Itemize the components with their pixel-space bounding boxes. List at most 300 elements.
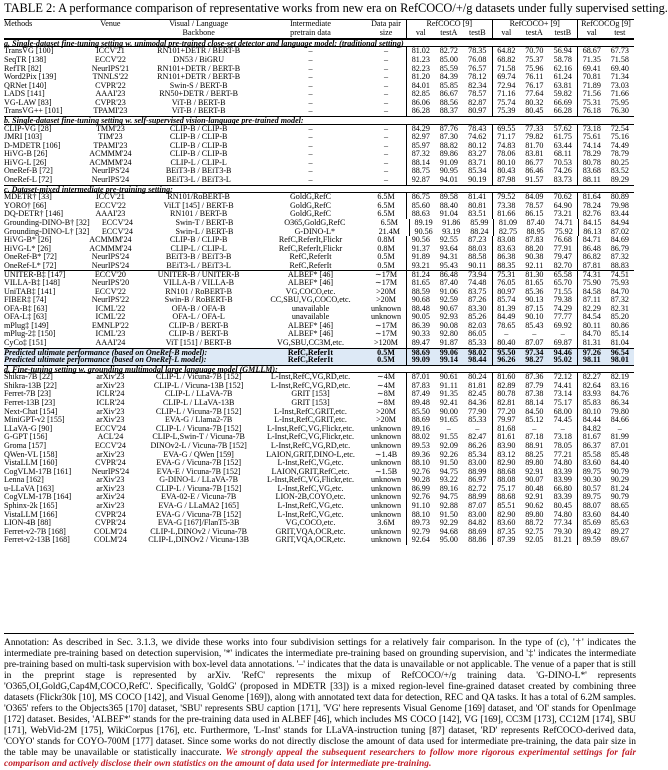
table-cell: 80.43 bbox=[492, 167, 521, 176]
table-cell: 74.45 bbox=[553, 415, 572, 425]
table-cell: ECCV'24 bbox=[94, 440, 126, 450]
table-cell: 71.58 bbox=[492, 65, 521, 74]
table-cell: 88.40 bbox=[439, 200, 458, 210]
table-cell: 85.74 bbox=[492, 296, 521, 305]
table-cell: 75.39 bbox=[492, 107, 521, 116]
table-cell: 90.56 bbox=[406, 236, 435, 245]
table-cell: 77.33 bbox=[525, 123, 544, 133]
table-cell: 81.04 bbox=[610, 338, 629, 348]
table-cell: NeurIPS'24 bbox=[91, 175, 130, 185]
table-cell: RefC,ReferIt bbox=[289, 260, 332, 270]
table-cell: Word2Pix [139] bbox=[4, 72, 57, 82]
header-refcocog: RefCOCOg [9] bbox=[577, 20, 634, 29]
table-cell: 82.76 bbox=[577, 210, 606, 219]
table-cell: 82.90 bbox=[492, 459, 521, 468]
table-cell: 78.57 bbox=[468, 89, 487, 99]
table-cell: 91.50 bbox=[439, 509, 458, 519]
table-cell: 85.14 bbox=[610, 329, 629, 339]
table-cell: 71.55 bbox=[553, 286, 572, 296]
table-cell: 82.97 bbox=[406, 133, 435, 142]
table-cell: 92.93 bbox=[439, 312, 458, 322]
table-cell: 82.85 bbox=[406, 90, 435, 99]
table-cell: L-Inst,RefC,GRIT,etc. bbox=[274, 415, 347, 425]
table-cell: 90.33 bbox=[406, 330, 435, 339]
table-cell: 85.59 bbox=[439, 63, 458, 73]
table-cell: L-Inst,RefC,VG,Flickr,etc. bbox=[266, 475, 355, 485]
table-cell: unknown bbox=[370, 526, 402, 536]
table-cell: 95.00 bbox=[439, 535, 458, 545]
table-cell: 71.56 bbox=[577, 90, 606, 99]
table-annotation bbox=[4, 638, 637, 769]
table-cell: 84.09 bbox=[525, 192, 544, 202]
table-cell: 0.8M bbox=[377, 235, 395, 245]
table-cell: ViT-B / BERT-B bbox=[171, 97, 226, 107]
table-cell: 74.14 bbox=[577, 142, 606, 151]
table-cell: 82.03 bbox=[468, 320, 487, 330]
table-cell: – bbox=[308, 72, 313, 82]
table-cell: G-DINO-L* bbox=[294, 226, 336, 236]
table-cell: 78.43 bbox=[468, 123, 487, 133]
table-cell: 92.09 bbox=[439, 440, 458, 450]
table-cell: 92.91 bbox=[525, 466, 544, 476]
table-cell: 88.83 bbox=[610, 260, 629, 270]
table-cell: 74.29 bbox=[553, 303, 572, 313]
table-cell: TIM'23 bbox=[98, 132, 123, 142]
table-cell: 80.97 bbox=[492, 288, 521, 297]
table-cell: 82.87 bbox=[468, 97, 487, 107]
table-cell: 82.27 bbox=[577, 373, 606, 382]
table-cell: VG,COCO,etc. bbox=[285, 518, 336, 528]
table-cell: arXiv'23 bbox=[96, 475, 125, 485]
table-cell: 89.86 bbox=[439, 149, 458, 159]
table-cell: 80.25 bbox=[610, 157, 629, 167]
predicted-cell: 99.14 bbox=[439, 355, 458, 365]
table-cell: TransVG++ [101] bbox=[4, 106, 63, 116]
table-cell: 57.62 bbox=[553, 123, 572, 133]
table-cell: LADS [141] bbox=[4, 89, 45, 99]
table-cell: 90.19 bbox=[468, 175, 487, 185]
table-cell: 89.19 bbox=[409, 219, 437, 228]
table-cell: 90.62 bbox=[525, 501, 544, 510]
predicted-cell: 0.5M bbox=[377, 347, 395, 357]
table-cell: 88.63 bbox=[406, 210, 435, 219]
table-cell: 87.15 bbox=[525, 303, 544, 313]
header-refcocog-test: test bbox=[614, 28, 626, 38]
table-cell: 84.69 bbox=[610, 235, 629, 245]
table-cell: 87.26 bbox=[468, 295, 487, 305]
table-cell: 83.39 bbox=[553, 466, 572, 476]
table-cell: D-MDETR [106] bbox=[4, 140, 61, 150]
table-cell: 90.08 bbox=[439, 320, 458, 330]
table-cell: 86.82 bbox=[577, 253, 606, 262]
table-cell: 72.12 bbox=[553, 372, 572, 382]
predicted-cell: 95.02 bbox=[553, 355, 572, 365]
table-cell: 87.81 bbox=[577, 262, 606, 271]
table-cell: 79.97 bbox=[492, 416, 521, 425]
table-cell: – bbox=[383, 149, 389, 159]
table-cell: EVA-E / Vicuna-7B [152] bbox=[156, 466, 241, 476]
table-cell: 92.41 bbox=[439, 398, 458, 408]
table-cell: ECCV'22 bbox=[94, 54, 126, 64]
table-cell: VG,COCO,etc. bbox=[285, 286, 336, 296]
table-cell: ECCV'22 bbox=[94, 286, 126, 296]
predicted-label: Predicted ultimate performance (based on OneRef-B model): bbox=[4, 347, 208, 357]
table-cell: 88.59 bbox=[406, 288, 435, 297]
table-cell: 87.39 bbox=[492, 536, 521, 545]
table-cell: Next-Chat [154] bbox=[4, 406, 58, 416]
table-cell: 88.69 bbox=[406, 416, 435, 425]
table-cell: 81.60 bbox=[492, 373, 521, 382]
table-cell: Grounding-DINO-L† [32] bbox=[4, 226, 90, 236]
table-cell: 71.16 bbox=[492, 90, 521, 99]
table-cell: 85.33 bbox=[468, 338, 487, 348]
table-cell: 85.26 bbox=[468, 312, 487, 322]
table-cell: 90.56 bbox=[409, 228, 437, 237]
table-cell: CVPR'24 bbox=[95, 518, 126, 528]
table-cell: RN101+DETR / BERT-B bbox=[157, 72, 241, 82]
header-refcoco-testb: testB bbox=[468, 28, 486, 38]
predicted-cell: 99.09 bbox=[406, 356, 435, 365]
table-cell: 88.56 bbox=[439, 97, 458, 107]
predicted-cell: 96.26 bbox=[492, 356, 521, 365]
table-caption: TABLE 2: A performance comparison of representative works from new era on RefCOCO/+/g datasets under fully supervised setting. bbox=[4, 1, 668, 15]
table-cell: CLIP-L / Vicuna-7B [152] bbox=[155, 483, 242, 493]
table-cell: 78.65 bbox=[492, 322, 521, 331]
table-cell: 76.08 bbox=[468, 54, 487, 64]
table-cell: 87.07 bbox=[468, 501, 487, 510]
table-cell: FIBER‡ [74] bbox=[4, 295, 47, 305]
table-cell: TPAMI'23 bbox=[93, 106, 128, 116]
table-cell: 64.90 bbox=[553, 200, 572, 210]
table-cell: L-Inst,RefC,GRIT,etc. bbox=[274, 406, 347, 416]
table-cell: 84.82 bbox=[468, 518, 487, 528]
table-cell: L-Inst,RefC,VG,etc. bbox=[277, 501, 344, 510]
table-cell: 88.69 bbox=[468, 526, 487, 536]
table-cell: 82.90 bbox=[492, 511, 521, 520]
table-cell: 89.58 bbox=[439, 192, 458, 202]
table-cell: 90.95 bbox=[439, 166, 458, 176]
table-cell: 77.20 bbox=[492, 408, 521, 417]
table-cell: 80.45 bbox=[525, 106, 544, 116]
table-cell: 79.30 bbox=[553, 526, 572, 536]
table-cell: arXiv'23 bbox=[96, 501, 125, 510]
table-cell: OneRef-L [72] bbox=[4, 175, 53, 185]
table-cell: 83.27 bbox=[468, 149, 487, 159]
header-refcocop-testb: testB bbox=[554, 28, 572, 38]
table-cell: 90.68 bbox=[406, 296, 435, 305]
table-cell: CLIP-L / LLaVA-13B bbox=[162, 398, 235, 408]
table-cell: 85.34 bbox=[468, 166, 487, 176]
table-cell: 84.66 bbox=[610, 415, 629, 425]
table-cell: 89.80 bbox=[525, 509, 544, 519]
table-cell: 84.54 bbox=[577, 313, 606, 322]
table-cell: 91.87 bbox=[439, 338, 458, 348]
header-backbone-line1: Visual / Language bbox=[169, 19, 229, 28]
table-cell: 76.17 bbox=[525, 80, 544, 90]
table-cell: 83.16 bbox=[610, 380, 629, 390]
table-cell: 85.83 bbox=[577, 399, 606, 408]
header-size-line2: size bbox=[379, 28, 393, 38]
table-cell: 70.70 bbox=[525, 46, 544, 56]
table-cell: unknown bbox=[370, 423, 402, 433]
table-cell: 94.75 bbox=[439, 466, 458, 476]
table-cell: 89.59 bbox=[577, 536, 606, 545]
table-cell: – bbox=[308, 166, 313, 176]
table-cell: 83.71 bbox=[468, 157, 487, 167]
table-cell: 91.57 bbox=[525, 175, 544, 185]
table-cell: 74.80 bbox=[553, 458, 572, 468]
table-cell: RefC,ReferIt bbox=[289, 252, 332, 262]
table-cell: 88.68 bbox=[492, 493, 521, 502]
table-cell: 76.05 bbox=[492, 279, 521, 288]
table-cell: 85.36 bbox=[525, 286, 544, 296]
table-cell: TMM'23 bbox=[95, 123, 125, 133]
table-cell: 78.06 bbox=[492, 150, 521, 159]
table-cell: 92.88 bbox=[439, 501, 458, 510]
table-cell: Ferret-v2-13B [168] bbox=[4, 535, 70, 545]
table-cell: 89.42 bbox=[577, 528, 606, 537]
table-cell: 74.48 bbox=[468, 277, 487, 287]
table-cell: 71.89 bbox=[577, 82, 606, 91]
table-cell: 62.16 bbox=[553, 63, 572, 73]
table-cell: 75.37 bbox=[525, 54, 544, 64]
table-cell: 68.11 bbox=[553, 149, 572, 159]
table-cell: 71.35 bbox=[577, 56, 606, 65]
table-cell: ∼17M bbox=[374, 329, 398, 339]
table-cell: 66.80 bbox=[553, 483, 572, 493]
table-cell: 74.83 bbox=[492, 142, 521, 151]
table-cell: UNITER-B / UNITER-B bbox=[157, 270, 240, 280]
table-cell: 75.90 bbox=[577, 279, 606, 288]
table-cell: 87.23 bbox=[468, 235, 487, 245]
table-cell: 82.29 bbox=[577, 305, 606, 314]
table-cell: ∼1.5B bbox=[374, 466, 398, 476]
table-cell: ∼17M bbox=[374, 270, 398, 280]
table-cell: LAION,GRIT,DINO-L,etc. bbox=[266, 449, 355, 459]
table-cell: 87.76 bbox=[439, 123, 458, 133]
table-cell: RN101+DETR / BERT-B bbox=[157, 46, 241, 56]
table-cell: 86.37 bbox=[577, 442, 606, 451]
table-cell: 91.04 bbox=[439, 209, 458, 219]
table-cell: 85.33 bbox=[468, 415, 487, 425]
table-cell: RefC,ReferIt,Flickr bbox=[278, 243, 343, 253]
table-cell: 79.80 bbox=[610, 406, 629, 416]
table-cell: UniTAB‡ [141] bbox=[4, 286, 56, 296]
table-cell: 84.58 bbox=[577, 288, 606, 297]
table-cell: 91.89 bbox=[406, 253, 435, 262]
table-cell: 83.12 bbox=[492, 451, 521, 460]
table-cell: 83.73 bbox=[553, 175, 572, 185]
table-cell: 81.99 bbox=[610, 432, 629, 442]
table-cell: 82.19 bbox=[610, 372, 629, 382]
table-cell: ACMMM'24 bbox=[89, 157, 132, 167]
table-cell: 84.29 bbox=[406, 125, 435, 134]
table-cell: 75.93 bbox=[610, 277, 629, 287]
table-cell: 89.53 bbox=[406, 442, 435, 451]
table-cell: 66.69 bbox=[553, 97, 572, 107]
table-cell: VistaLLM [160] bbox=[4, 458, 58, 468]
table-cell: 82.31 bbox=[610, 303, 629, 313]
table-cell: QRNet [140] bbox=[4, 80, 47, 90]
table-cell: 89.29 bbox=[610, 175, 629, 185]
table-cell: 92.87 bbox=[406, 176, 435, 185]
table-cell: unknown bbox=[370, 501, 402, 510]
table-cell: 80.45 bbox=[553, 501, 572, 510]
table-cell: 21.4M bbox=[378, 226, 400, 236]
table-cell: 88.58 bbox=[468, 252, 487, 262]
table-cell: 89.36 bbox=[406, 451, 435, 460]
table-cell: 73.18 bbox=[553, 432, 572, 442]
table-cell: 77.90 bbox=[468, 406, 487, 416]
table-cell: 87.01 bbox=[610, 440, 629, 450]
table-cell: ICCV'21 bbox=[95, 192, 125, 202]
table-cell: – bbox=[383, 89, 389, 99]
table-cell: JMRI [103] bbox=[4, 132, 42, 142]
table-cell: 88.91 bbox=[525, 440, 544, 450]
table-cell: Lenna [162] bbox=[4, 475, 44, 485]
table-cell: – bbox=[560, 423, 565, 433]
table-cell: CLIP-L / Vicuna-7B [152] bbox=[155, 372, 242, 382]
table-cell: 92.64 bbox=[406, 536, 435, 545]
table-cell: LAION,GRIT,RefC,etc. bbox=[271, 466, 350, 476]
table-cell: 74.80 bbox=[553, 509, 572, 519]
table-cell: 92.76 bbox=[406, 493, 435, 502]
table-cell: 77.91 bbox=[553, 243, 572, 253]
table-cell: GoldG,RefC bbox=[289, 209, 332, 219]
table-cell: 75.17 bbox=[553, 398, 572, 408]
table-cell: 74.31 bbox=[577, 271, 606, 279]
table-cell: 90.10 bbox=[525, 312, 544, 322]
predicted-cell: 98.11 bbox=[577, 356, 606, 365]
table-cell: 77.64 bbox=[525, 89, 544, 99]
predicted-cell: 98.27 bbox=[525, 355, 544, 365]
table-cell: VG-LAW [83] bbox=[4, 97, 52, 107]
table-cell: 87.40 bbox=[526, 217, 545, 227]
table-cell: 83.44 bbox=[610, 209, 629, 219]
table-cell: COLM'24 bbox=[93, 526, 127, 536]
table-cell: 84.40 bbox=[610, 458, 629, 468]
header-blank bbox=[79, 29, 143, 37]
table-cell: Ferret-v2-7B [168] bbox=[4, 526, 66, 536]
table-cell: CLIP-L,Swin-T / Vicuna-7B bbox=[152, 432, 245, 442]
table-cell: 81.02 bbox=[406, 47, 435, 56]
table-cell: RefTR [82] bbox=[4, 63, 42, 73]
table-cell: ECCV'20 bbox=[94, 270, 126, 280]
table-cell: ∼4M bbox=[376, 380, 396, 390]
table-cell: 69.92 bbox=[553, 320, 572, 330]
table-cell: L-Inst,RefC,VG,RD,etc. bbox=[270, 372, 351, 382]
table-cell: 92.26 bbox=[439, 449, 458, 459]
table-cell: L-Inst,RefC,VG,Flickr,etc. bbox=[266, 423, 355, 433]
table-cell: arXiv'23 bbox=[96, 372, 125, 382]
table-cell: 83.08 bbox=[492, 236, 521, 245]
table-cell: CLIP-L,DINOv2 / Vicuna-7B bbox=[150, 526, 247, 536]
table-cell: 81.68 bbox=[492, 425, 521, 434]
table-cell: EVA-G / LLaMA2 [165] bbox=[158, 501, 239, 510]
table-cell: 74.41 bbox=[553, 380, 572, 390]
table-cell: 6.5M bbox=[380, 217, 398, 227]
table-cell: >20M bbox=[376, 286, 396, 296]
table-cell: 78.29 bbox=[577, 150, 606, 159]
table-cell: YORO† [66] bbox=[4, 200, 47, 210]
header-pretrain-line2: pretrain data bbox=[290, 28, 331, 38]
table-cell: 88.75 bbox=[406, 167, 435, 176]
section-title: c. Dataset-mixed intermediate pre-training setting: bbox=[4, 184, 173, 194]
table-cell: – bbox=[383, 54, 389, 64]
table-cell: 84.76 bbox=[610, 389, 629, 399]
table-cell: 81.66 bbox=[492, 210, 521, 219]
table-cell: ViT-B / BERT-B bbox=[171, 106, 226, 116]
table-cell: ∼17M bbox=[374, 320, 398, 330]
table-cell: 76.68 bbox=[553, 235, 572, 245]
table-cell: 92.76 bbox=[406, 468, 435, 477]
table-cell: 82.23 bbox=[406, 65, 435, 74]
header-pretrain-line1: Intermediate bbox=[290, 19, 331, 28]
table-cell: 69.87 bbox=[553, 338, 572, 348]
table-cell: unknown bbox=[370, 312, 402, 322]
predicted-cell: 98.69 bbox=[406, 349, 435, 357]
table-cell: 82.45 bbox=[468, 389, 487, 399]
table-cell: Swin-T / BERT-B bbox=[175, 217, 234, 227]
table-cell: NeurIPS'20 bbox=[91, 277, 130, 287]
table-cell: 87.07 bbox=[525, 338, 544, 348]
table-cell: 74.62 bbox=[468, 132, 487, 142]
table-cell: ViT [151] / BERT-B bbox=[165, 338, 232, 348]
table-cell: 68.00 bbox=[553, 406, 572, 416]
table-cell: 82.81 bbox=[492, 399, 521, 408]
table-cell: ∼17M bbox=[374, 277, 398, 287]
table-cell: 88.20 bbox=[525, 243, 544, 253]
table-cell: – bbox=[308, 132, 313, 142]
table-cell: ICLR'24 bbox=[96, 398, 125, 408]
table-cell: 75.95 bbox=[610, 97, 629, 107]
table-cell: 81.23 bbox=[406, 56, 435, 65]
table-cell: NeurIPS'21 bbox=[91, 63, 130, 73]
table-cell: 90.07 bbox=[525, 475, 544, 485]
table-cell: EVA-G / Vicuna-7B [152] bbox=[156, 458, 242, 468]
table-cell: unknown bbox=[370, 483, 402, 493]
table-cell: 75.31 bbox=[492, 271, 521, 279]
table-cell: 87.32 bbox=[610, 252, 629, 262]
predicted-cell: 98.01 bbox=[610, 355, 629, 365]
table-cell: 91.35 bbox=[439, 389, 458, 399]
table-row bbox=[4, 262, 634, 271]
table-cell: BEiT3-B / BEiT3-B bbox=[165, 252, 232, 262]
table-cell: GRIT,VQA,OCR,etc. bbox=[275, 526, 346, 536]
table-cell: – bbox=[308, 46, 313, 56]
table-cell: 87.98 bbox=[492, 176, 521, 185]
table-cell: 86.46 bbox=[525, 166, 544, 176]
table-cell: 80.11 bbox=[577, 322, 606, 331]
predicted-cell: 94.46 bbox=[553, 347, 572, 357]
table-cell: 86.75 bbox=[406, 193, 435, 202]
table-cell: 73.03 bbox=[610, 80, 629, 90]
table-cell: 87.49 bbox=[406, 390, 435, 399]
table-cell: 91.37 bbox=[406, 245, 435, 254]
table-cell: 91.86 bbox=[442, 217, 461, 227]
table-cell: 87.36 bbox=[525, 372, 544, 382]
table-cell: 80.86 bbox=[610, 320, 629, 330]
table-cell: – bbox=[308, 175, 313, 185]
table-cell: 69.55 bbox=[492, 125, 521, 134]
table-cell: 84.70 bbox=[577, 330, 606, 339]
table-cell: 88.65 bbox=[610, 501, 629, 510]
table-cell: arXiv'23 bbox=[96, 483, 125, 493]
table-cell: 84.82 bbox=[577, 425, 606, 434]
table-cell: 86.48 bbox=[577, 245, 606, 254]
table-cell: ACMMM'24 bbox=[89, 235, 132, 245]
section-title: d. Fine-tuning setting w. grounding multimodal large language model (GMLLM): bbox=[4, 364, 278, 374]
